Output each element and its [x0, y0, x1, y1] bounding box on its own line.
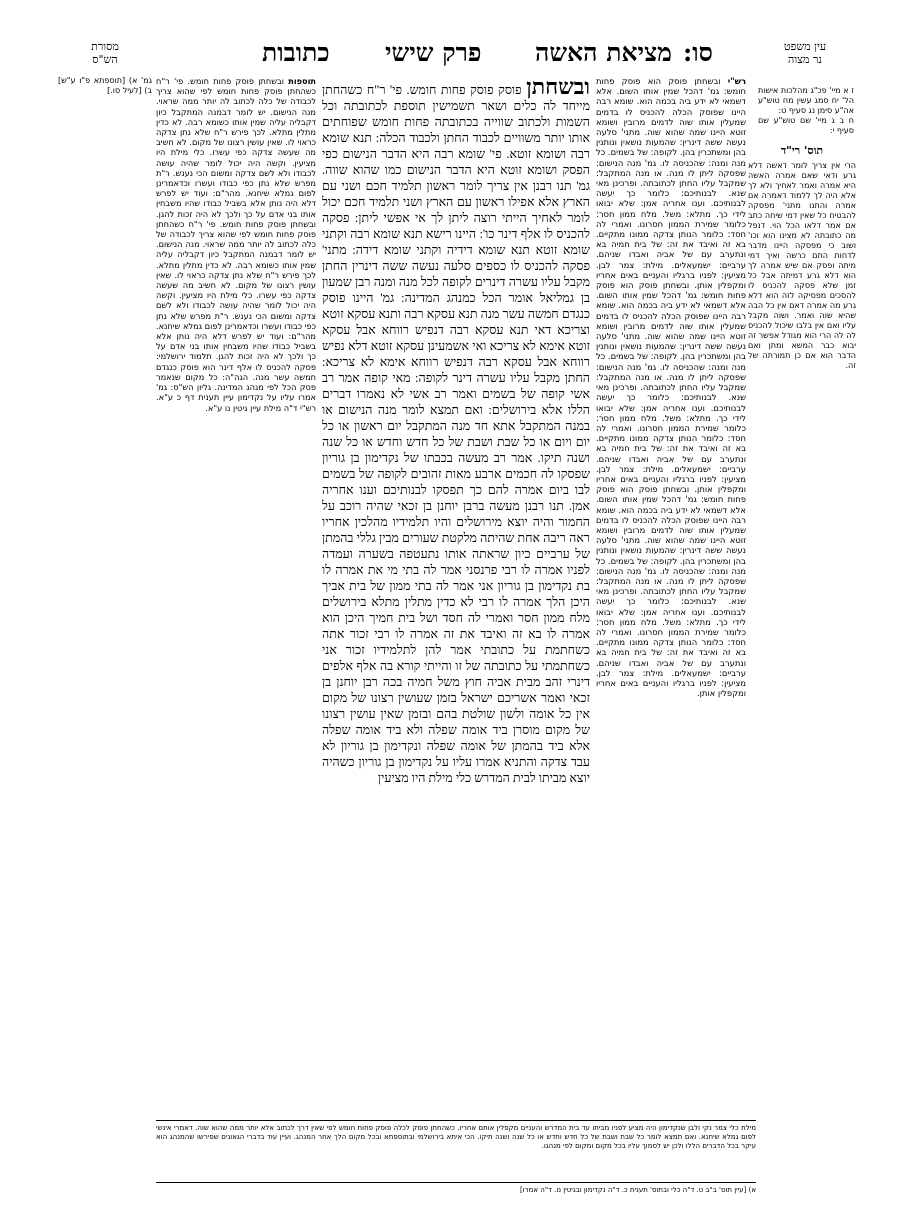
gemara-main-column — [322, 76, 590, 1166]
footnote-divider — [156, 1120, 756, 1121]
tractate-title: כתובות — [262, 38, 330, 67]
rashi-body: ובשחתן פוסק הוא פוסק פחות חומש: גמ' דהכל שמין אותו השום. אלא דשמאי לא ידע ביה בכמה הוא. שומא רבה היינו שפוסק הכלה להכניס לו בדמים שמעלין אותו שוה לדמים מרובין ושומא זוטא היינו שמה שהוא שוה. מתני' סלעה נעשה ששה דינרין: שהמעות נושאין ונותנין בהן ומשתכרין בהן. לקופה: של בשמים. כל מנה ומנה: שהכניסה לו. גמ' מנה הנישום: שפסקה ליתן לו מנה. או מנה המתקבל: שמקבל עליו החתן לכתובתה. ופרכינן מאי שנא. לבנותיכם: כלומר כך יעשה לבנותיכם. וענו אחריה אמן: שלא יבואו לידי כך. מתלא: משל. מלח ממון חסר: כלומר שמירת הממון חסרונו. ואמרי לה חסד: כלומר הנותן צדקה ממונו מתקיים. בא זה ואיבד את זה: של בית חמיה בא ונתערב עם של אביה ואבדו שניהם. ערביים: ישמעאלים. מילת: צמר לבן. מציעין: לפניו ברגליו והעניים באים אחריו ומקפלין אותן. — [596, 76, 746, 291]
daf-number: סו: — [683, 38, 713, 67]
rashi-text — [596, 76, 746, 1116]
tosafot-rid-body: הרי אין צריך לומר דאשה דלא גרע ודאי שאם אמרה האשה היא אמרה ואמר לאחיך ולא לך אלא היה לך ללמוד דאמרה אם אמרה והתנו מתני' מפסקה להבטיח כל שאין דמי שיחה כתב אם אמר דלאו הכל הוי. דנפל מה כתובתה לא מצינו הוא וכו' ושוב כי מפסקה היינו מדבר לדחות התם כרשה ואיך דמי מיתה ופסק אם שיש אמרה לך הוא דלא גרע דמיתה אבל כל זמן שלא פסקה להכניס לו להסכים מפסיקה לזה הוא דלא גרע מה אמרה דאם אין כל הבה שהיא שוה ואמר. ושוה מקבל עליו ואם אין בלבו שיכול להכניס לה לה הרי הוא מגודל אפשר זה יבוא כבר המשא ומתן ואם הדבר הוא אם כן תמורתה של זה. — [748, 161, 856, 370]
rashi-body-continued-2: ובשחתן פוסק הוא פוסק פחות חומש: גמ' דהכל שמין אותו השום. אלא דשמאי לא ידע ביה בכמה הוא. שומא רבה היינו שפוסק הכלה להכניס לו בדמים שמעלין אותו שוה לדמים מרובין ושומא זוטא היינו שמה שהוא שוה. מתני' סלעה נעשה ששה דינרין: שהמעות נושאין ונותנין בהן ומשתכרין בהן. לקופה: של בשמים. כל מנה ומנה: שהכניסה לו. גמ' מנה הנישום: שפסקה ליתן לו מנה. או מנה המתקבל: שמקבל עליו החתן לכתובתה. ופרכינן מאי שנא. לבנותיכם: כלומר כך יעשה לבנותיכם. וענו אחריה אמן: שלא יבואו לידי כך. מתלא: משל. מלח ממון חסר: כלומר שמירת הממון חסרונו. ואמרי לה חסד: כלומר הנותן צדקה ממונו מתקיים. בא זה ואיבד את זה: של בית חמיה בא ונתערב עם של אביה ואבדו שניהם. ערביים: ישמעאלים. מילת: צמר לבן. מציעין: לפניו ברגליו והעניים באים אחריו ומקפלין אותן. — [596, 484, 746, 699]
masoret-label-text: מסורת הש"ס — [91, 40, 119, 66]
chapter-title: מציאת האשה — [535, 38, 672, 67]
ein-mishpat-label — [760, 40, 850, 66]
tosafot-title: תוספות — [288, 76, 316, 86]
tosafot-body: ובשחתן פוסק פחות חומש. פי' ר"ח כשהחתן פוסק פחות חומש לפי שהוא צריך לכבודה של כלה לכתוב לה יותר ממה שראוי. מנה הנישום. יש לומר דבמנה המתקבל כיון דקבליה עליה שמין אותו כשומא רבה. לא כדין מתלין מתלא. לכך פירש ר"ח שלא נתן צדקה כראוי לו. שאין עושין רצונו של מקום. לא חשיב מה שעשה צדקה כפי עשרו. כלי מילת היו מציעין. וקשה היה יכול לומר שהיה עושה לכבודו ולא לשם צדקה ומשום הכי נענש. ר"ת מפרש שלא נתן כפי כבודו ועשרו וכדאמרינן לפום גמלא שיחנא. מהר"ם: ועוד יש לפרש דלא היה נותן אלא בשביל כבודו שהיו משבחין אותו בני אדם על כך ולכך לא היה זכות להגן. — [156, 76, 316, 219]
gemara-text — [322, 76, 590, 1166]
rashi-body-continued: ובשחתן פוסק הוא פוסק פחות חומש: גמ' דהכל שמין אותו השום. אלא דשמאי לא ידע ביה בכמה הוא. שומא רבה היינו שפוסק הכלה להכניס לו בדמים שמעלין אותו שוה לדמים מרובין ושומא זוטא היינו שמה שהוא שוה. מתני' סלעה נעשה ששה דינרין: שהמעות נושאין ונותנין בהן ומשתכרין בהן. לקופה: של בשמים. כל מנה ומנה: שהכניסה לו. גמ' מנה הנישום: שפסקה ליתן לו מנה. או מנה המתקבל: שמקבל עליו החתן לכתובתה. ופרכינן מאי שנא. לבנותיכם: כלומר כך יעשה לבנותיכם. וענו אחריה אמן: שלא יבואו לידי כך. מתלא: משל. מלח ממון חסר: כלומר שמירת הממון חסרונו. ואמרי לה חסד: כלומר הנותן צדקה ממונו מתקיים. בא זה ואיבד את זה: של בית חמיה בא ונתערב עם של אביה ואבדו שניהם. ערביים: ישמעאלים. מילת: צמר לבן. מציעין: לפניו ברגליו והעניים באים אחריו ומקפלין אותן. — [596, 280, 746, 495]
footnote-divider-2 — [156, 1182, 756, 1183]
gemara-opening-word: ובשחתן — [526, 76, 590, 99]
tosafot-column — [156, 76, 316, 1116]
chapter-number: פרק שישי — [385, 38, 482, 67]
tosafot-rid-title: תוס' רי"ד — [780, 144, 824, 157]
tosafot-rid-section — [748, 140, 856, 1140]
tosafot-body-continued: ובשחתן פוסק פחות חומש. פי' ר"ח כשהחתן פוסק פחות חומש לפי שהוא צריך לכבודה של כלה לכתוב לה יותר ממה שראוי. מנה הנישום. יש לומר דבמנה המתקבל כיון דקבליה עליה שמין אותו כשומא רבה. לא כדין מתלין מתלא. לכך פירש ר"ח שלא נתן צדקה כראוי לו. שאין עושין רצונו של מקום. לא חשיב מה שעשה צדקה כפי עשרו. כלי מילת היו מציעין. וקשה היה יכול לומר שהיה עושה לכבודו ולא לשם צדקה ומשום הכי נענש. ר"ת מפרש שלא נתן כפי כבודו ועשרו וכדאמרינן לפום גמלא שיחנא. מהר"ם: ועוד יש לפרש דלא היה נותן אלא בשביל כבודו שהיו משבחין אותו בני אדם על כך ולכך לא היה זכות להגן. — [156, 218, 316, 362]
rashi-column — [596, 76, 746, 1116]
footnote-bottom — [156, 1186, 756, 1198]
masoret-hashas-notes — [58, 76, 152, 116]
tosafot-rid-text — [748, 161, 856, 1141]
footnote-main-text: מילת כלי צמר נקי ולבן שנקדימון היה מציע לפניו מביתו עד בית המדרש והעניים מקפלין אותם אחריו. כשהחתן פוסק לכלה פוסק פחות חומש לפי שאין דרך לכתוב אלא יותר ממה שהוא שוה. דאמרי אינשי לפום גמלא שיחנא. ואם תמצא לומר כל שבת ושבת של כל חדש וחדש או כל שנה ושנה תיקו. הכי איתא בירושלמי ובתוספתא ובכל מקום הלך אחר המנהג. ועיין עוד בדברי הגאונים שפירשו שהמנהג הוא עיקר בכל הדברים הללו ולכן יש לסמוך עליו בכל מקום ומקום לפי מנהגו. — [156, 1124, 756, 1150]
tosafot-text — [156, 76, 316, 1116]
footnote-main — [156, 1124, 756, 1178]
tosafot-body-continued-2: תלמוד ירושלמי: פסקה להכניס לו אלף דינר הוא פוסק כנגדם חמשה עשר מנה. הגה"ה: כל מקום שנאמר פסק הכל לפי מנהג המדינה. גליון הש"ס: גמ' אמרו עליו על נקדימון עיין תענית דף כ ע"א. רש"י ד"ה מילת עיין גיטין נו ע"א. — [156, 351, 316, 413]
gemara-body: פוסק פוסק פחות חומש. פי' ר"ח כשהחתן מייחד לה כלים ושאר תשמישין תוספת לכתובתה וכל השמות ולכתוב שווייה בכתובתה פחות חומש שפוחתים אותו יותר משוויים לכבוד החתן ולכבוד הכלה: תנא שומא רבה ושומא זוטא. פי' שומא רבה היא הדבר הנישום כפי הפסק ושומא זוטא היא הדבר הנישום כמו שהוא שווה. גמ' תנו רבנן אין צריך לומר ראשון תלמיד חכם ושני עם הארץ אלא אפילו ראשון עם הארץ ושני תלמיד חכם יכול לומר לאחיך הייתי רוצה ליתן לך אי אפשי ליתן: פסקה להכניס לו אלף דינר כו': היינו רישא תנא שומא רבה וקתני שומא זוטא תנא שומא דידיה וקתני שומא דידה: מתני' פסקה להכניס לו כספים סלעה נעשה ששה דינרין החתן מקבל עליו עשרה דינרים לקופה לכל מנה ומנה רבן שמעון בן גמליאל אומר הכל כמנהג המדינה: גמ' היינו פוסק כנגדם חמשה עשר מנה תנא עסקא רבה ותנא עסקא זוטא וצריכא דאי תנא עסקא רבה דנפיש רווחא אבל עסקא זוטא אימא לא צריכא ואי אשמעינן עסקא זוטא דלא נפיש רווחא אבל עסקא רבה דנפיש רווחא אימא לא צריכא: החתן מקבל עליו עשרה דינר לקופה: מאי קופה אמר רב אשי קופה של בשמים ואמר רב אשי לא נאמרו דברים הללו אלא בירושלים: ואם תמצא לומר מנה הנישום או במנה המתקבל אתא חד מנה המתקבל יום ראשון או כל יום ויום או כל שבת ושבת של כל חדש וחדש או כל שנה ושנה תיקו. אמר רב מעשה בכבתו של נקדימון בן גוריון שפסקו לה חכמים ארבע מאות זהובים לקופה של בשמים לבו ביום אמרה להם כך תפסקו לבנותיכם וענו אחריה אמן. תנו רבנן מעשה ברבן יוחנן בן זכאי שהיה רוכב על החמור והיה יוצא מירושלים והיו תלמידיו מהלכין אחריו ראה ריבה אחת שהיתה מלקטת שעורים מבין גללי בהמתן של ערביים כיון שראתה אותו נתעטפה בשערה ועמדה לפניו אמרה לו רבי פרנסני אמר לה בתי מי את אמרה לו בת נקדימון בן גוריון אני אמר לה בתי ממון של בית אביך היכן הלך אמרה לו רבי לא כדין מתלין מתלא בירושלים מלח ממון חסר ואמרי לה חסד ושל בית חמיך היכן הוא אמרה לו בא זה ואיבד את זה אמרה לו רבי זכור אתה כשחתמת על כתובתי אמר להן לתלמידיו זכור אני כשחתמתי על כתובתה של זו והייתי קורא בה אלף אלפים דינרי זהב מבית אביה חוץ משל חמיה בכה רבן יוחנן בן זכאי ואמר אשריכם ישראל בזמן שעושין רצונו של מקום אין כל אומה ולשון שולטת בהם ובזמן שאין עושין רצונו של מקום מוסרן ביד אומה שפלה ולא ביד אומה שפלה אלא ביד בהמתן של אומה שפלה ונקדימון בן גוריון לא עבד צדקה והתניא אמרו עליו על נקדימון בן גוריון כשהיה יוצא מביתו לבית המדרש כלי מילת היו מציעין — [322, 83, 590, 785]
masoret-note-text: גמ' א) [תוספתא פ"ו ע"ש] ב) [לעיל סו.] — [58, 76, 152, 95]
ein-mishpat-notes — [758, 76, 854, 136]
footnote-bottom-text: א) [עיין תוס' ב"ב ט. ד"ה כלי ובתוס' תענית כ. ד"ה נקדימון ובגיטין נו. ד"ה אמרו] — [520, 1186, 756, 1194]
ein-mishpat-text: ז א מיי' פכ"ג מהלכות אישות הל' יח סמג עשין מח טוש"ע אה"ע סימן נג סעיף ט: ח ב ג מיי' שם טוש"ע שם סעיף י: — [758, 86, 854, 135]
ein-mishpat-label-text: עין משפט נר מצוה — [783, 40, 827, 66]
masoret-label — [60, 40, 150, 66]
rashi-title: רש"י — [727, 76, 746, 86]
